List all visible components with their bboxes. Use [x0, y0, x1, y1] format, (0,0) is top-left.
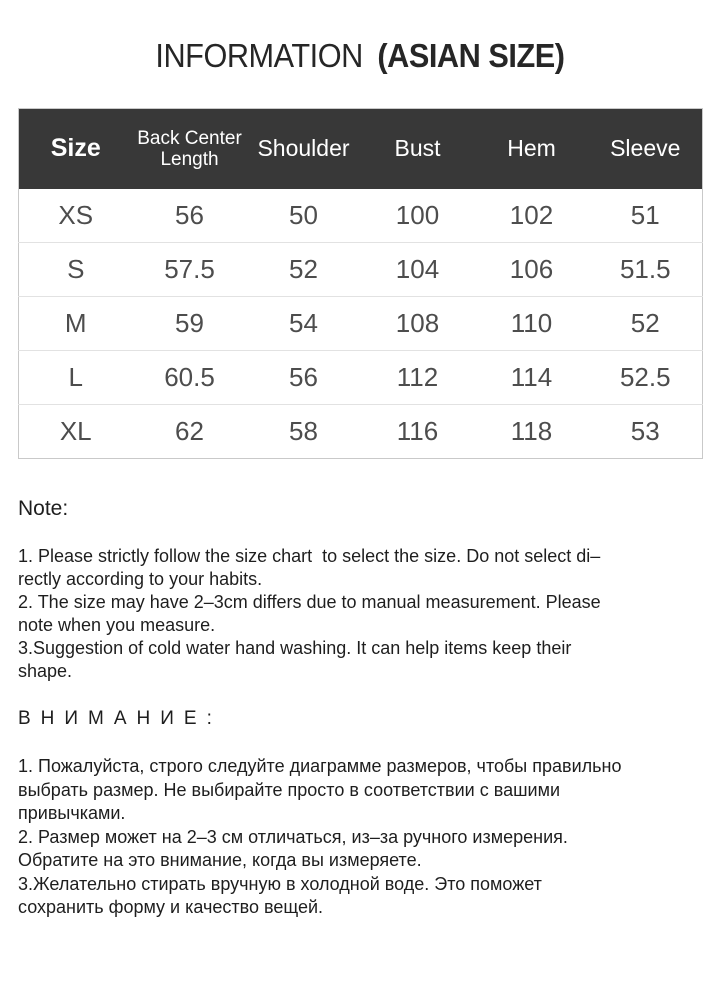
note-line: 1. Please strictly follow the size chart to select the size. Do not select di–	[18, 546, 601, 566]
measurement-cell: 56	[247, 351, 361, 405]
attention-section	[18, 707, 702, 920]
attention-lines	[18, 755, 702, 920]
table-row	[19, 351, 703, 405]
column-header	[589, 109, 703, 189]
measurement-cell: 118	[475, 405, 589, 459]
table-row	[19, 297, 703, 351]
measurement-cell: 52	[589, 297, 703, 351]
note-lines	[18, 545, 702, 683]
note-heading: Note:	[18, 497, 69, 520]
column-header-line: Sleeve	[610, 135, 681, 162]
measurement-cell: 57.5	[133, 243, 247, 297]
column-header	[361, 109, 475, 189]
attention-line: 1. Пожалуйста, строго следуйте диаграмме размеров, чтобы правильно	[18, 756, 622, 776]
title-asian-size: (ASIAN SIZE)	[377, 37, 565, 74]
note-line: 3.Suggestion of cold water hand washing. It can help items keep their	[18, 638, 572, 658]
measurement-cell: 56	[175, 199, 204, 230]
note-section	[18, 497, 702, 683]
measurement-cell: 112	[361, 351, 475, 405]
size-cell: XL	[19, 405, 133, 459]
attention-line: привычками.	[18, 803, 126, 823]
column-header	[247, 109, 361, 189]
column-header	[133, 109, 247, 189]
measurement-cell: 114	[475, 351, 589, 405]
page-title	[0, 36, 720, 76]
measurement-cell: 116	[361, 405, 475, 459]
attention-line: 2. Размер может на 2–3 см отличаться, из–за ручного измерения.	[18, 826, 568, 847]
attention-line: выбрать размер. Не выбирайте просто в соответствии с вашими	[18, 779, 561, 800]
measurement-cell: 53	[589, 405, 703, 459]
measurement-cell: 106	[475, 243, 589, 297]
measurement-cell: 104	[361, 243, 475, 297]
attention-line: сохранить форму и качество вещей.	[18, 897, 324, 917]
measurement-cell: 100	[395, 199, 440, 230]
size-info-page	[0, 36, 720, 920]
note-line: rectly according to your habits.	[18, 569, 263, 589]
table-row	[19, 243, 703, 297]
measurement-cell: 51.5	[589, 243, 703, 297]
column-header-line: Length	[160, 148, 219, 170]
column-header-line: Bust	[394, 135, 441, 162]
measurement-cell: 102	[509, 199, 554, 230]
measurement-cell: 108	[361, 297, 475, 351]
page-title-inner	[155, 36, 564, 76]
size-chart-table	[18, 108, 703, 459]
size-cell: M	[19, 297, 133, 351]
column-header	[475, 109, 589, 189]
size-cell: XS	[58, 199, 94, 230]
measurement-cell: 59	[133, 297, 247, 351]
measurement-cell: 60.5	[133, 351, 247, 405]
measurement-cell: 58	[247, 405, 361, 459]
table-header	[19, 109, 703, 189]
attention-line: Обратите на это внимание, когда вы измеряете.	[18, 850, 422, 870]
attention-line: 3.Желательно стирать вручную в холодной воде. Это поможет	[18, 873, 542, 894]
title-information: INFORMATION	[155, 37, 363, 74]
attention-heading: ВНИМАНИЕ:	[18, 708, 222, 729]
measurement-cell: 51	[630, 199, 660, 230]
measurement-cell: 52.5	[589, 351, 703, 405]
measurement-cell: 62	[133, 405, 247, 459]
table-row	[19, 405, 703, 459]
table-body	[19, 189, 703, 459]
column-header-line: Hem	[507, 135, 556, 162]
column-header-line: Shoulder	[257, 135, 350, 162]
column-header-line: Back Center	[137, 127, 242, 149]
note-line: note when you measure.	[18, 615, 216, 635]
note-line: shape.	[18, 661, 73, 681]
size-cell: L	[19, 351, 133, 405]
column-header	[19, 109, 133, 189]
table-row	[19, 189, 703, 243]
measurement-cell: 110	[475, 297, 589, 351]
measurement-cell: 50	[289, 199, 318, 230]
measurement-cell: 54	[247, 297, 361, 351]
table-header-row	[19, 109, 703, 189]
measurement-cell: 52	[247, 243, 361, 297]
column-header-line: Size	[50, 134, 101, 163]
note-line: 2. The size may have 2–3cm differs due to manual measurement. Please	[18, 592, 601, 612]
size-cell: S	[19, 243, 133, 297]
